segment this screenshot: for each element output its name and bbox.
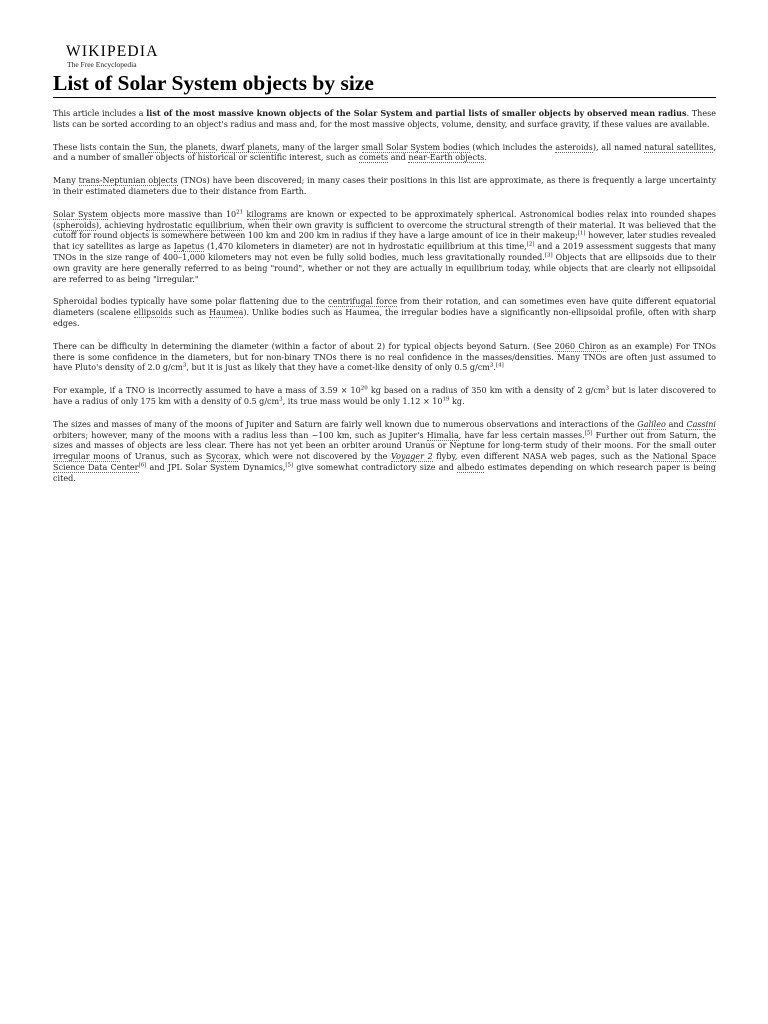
text: For example, if a TNO is incorrectly assumed to have a mass of 3.59 × 10 [53,386,361,396]
text: There can be difficulty in determining the diameter (within a factor of about 2) for typical objects beyond Saturn. (See [53,341,555,351]
text: Objects that are ellipsoids due to their own gravity are here generally referred to as being "round", whether or not they are actually in equilibrium today, while objects that are clearly not ellipsoidal are referred to as being "irregular." [53,252,716,284]
link-near-earth-objects[interactable]: near-Earth objects [408,153,485,163]
paragraph-roundness [53,210,716,286]
text: . [484,153,487,163]
link-galileo[interactable]: Galileo [637,419,666,429]
link-small-solar-system-bodies[interactable]: small Solar System bodies [361,142,470,152]
text: . [493,363,496,373]
text: orbiters; however, many of the moons with a radius less than ~100 km, such as Jupiter's [53,430,427,440]
text: These lists contain the [53,142,149,152]
text: give somewhat contradictory size and [293,462,458,472]
wikipedia-logo[interactable] [66,44,716,69]
reference-1[interactable]: [1] [577,230,586,237]
text: , and a number of smaller objects of historical or scientific interest, such as [53,142,716,163]
superscript: 21 [236,209,244,216]
link-cassini[interactable]: Cassini [686,419,716,429]
article-body [53,108,716,485]
link-albedo[interactable]: albedo [457,462,485,472]
text: Many [53,176,79,186]
link-centrifugal-force[interactable]: centrifugal force [328,297,398,307]
paragraph-spheroidal [53,297,716,329]
link-natural-satellites[interactable]: natural satellites [644,142,714,152]
bold-text: list of the most massive known objects of the Solar System and partial lists of smaller objects by observed mean radius [146,108,687,118]
text: Spheroidal bodies typically have some polar flattening due to the [53,297,329,307]
superscript: 3 [489,362,494,369]
text: , many of the larger [277,142,362,152]
text: ). Unlike bodies such as Haumea, the irregular bodies have a significantly non-ellipsoidal profile, often with sharp edges. [53,308,716,328]
reference-6[interactable]: [6] [138,462,147,469]
paragraph-moons [53,420,716,485]
text: , have far less certain masses. [458,430,585,440]
link-dwarf-planets[interactable]: dwarf planets [220,142,278,152]
text: and a 2019 assessment suggests that many TNOs in the size range of 400–1,000 kilometers may not even be fully solid bodies, much less gravitationally rounded. [53,242,716,262]
text: are known or expected to be approximately spherical. Astronomical bodies relax into rounded shapes ( [53,209,717,230]
link-planets[interactable]: planets [185,142,216,152]
text: and [388,153,409,163]
link-sycorax[interactable]: Sycorax [205,452,239,462]
reference-5[interactable]: [5] [285,462,294,469]
text: (TNOs) have been discovered; in many cases their positions in this list are approximate, as there is frequently a large uncertainty in their estimated diameters due to their distance from Earth. [53,176,716,196]
text: ), achieving [95,220,147,230]
text: kg. [449,396,465,406]
superscript: 3 [605,385,610,392]
text: ), all named [592,142,645,152]
text: , the [164,142,186,152]
link-kilograms[interactable]: kilograms [246,209,287,219]
text: , when their own gravity is sufficient to overcome the structural strength of their material. It was believed that the cutoff for round objects is somewhere between 100 km and 200 km in radius if they have a large amount of ice in their makeup; [53,220,716,241]
paragraph-diameter [53,342,716,374]
text: Further out from Saturn, the sizes and masses of objects are less clear. There has not yet been an orbiter around Uranus or Neptune for long-term study of their moons. For the small outer [53,430,716,451]
text: such as [172,308,210,318]
superscript: 3 [279,396,283,403]
paragraph-tnos [53,176,716,198]
logo-tagline: The Free Encyclopedia [67,60,137,69]
superscript: 19 [442,396,450,403]
paragraph-example [53,386,716,408]
page [53,44,716,497]
text: (1,470 kilometers in diameter) are not in hydrostatic equilibrium at this time, [204,242,527,252]
text: estimates depending on which research paper is being cited. [53,462,716,483]
link-solar-system[interactable]: Solar System [53,209,108,219]
text: flyby, even different NASA web pages, such as the [432,452,653,462]
text: of Uranus, such as [119,452,206,462]
link-haumea[interactable]: Haumea [209,308,244,318]
text: and [665,419,687,429]
text [243,210,246,219]
link-spheroids[interactable]: spheroids [56,220,96,230]
reference-4[interactable]: [4] [495,362,504,369]
link-iapetus[interactable]: Iapetus [173,242,205,252]
text: however, later studies revealed that icy satellites as large as [53,231,716,252]
text: , but it is just as likely that they have a comet-like density of only 0.5 g/cm [186,363,490,373]
paragraph-contents [53,143,716,165]
link-himalia[interactable]: Himalia [426,430,459,440]
text: and JPL Solar System Dynamics, [146,462,286,472]
text: , which were not discovered by the [238,452,391,462]
superscript: 20 [360,385,368,392]
text: from their rotation, and can sometimes even have quite different equatorial diameters (scalene [53,297,716,318]
superscript: 3 [182,362,187,369]
link-ellipsoids[interactable]: ellipsoids [133,308,173,318]
text: as an example) For TNOs there is some confidence in the diameters, but for non-binary TNOs there is no real confidence in the masses/densities. Many TNOs are often just assumed to have Pluto's density of 2.0 g/cm [53,341,716,373]
link-asteroids[interactable]: asteroids [555,142,593,152]
reference-2[interactable]: [2] [526,241,535,248]
text: The sizes and masses of many of the moons of Jupiter and Saturn are fairly well known due to numerous observations and interactions of the [53,419,638,429]
text: kg based on a radius of 350 km with a density of 2 g/cm [367,386,606,396]
text: . These lists can be sorted according to an object's radius and mass and, for the most massive objects, volume, density, and surface gravity, if these values are available. [53,109,717,129]
text: (which includes the [469,142,556,152]
page-title: List of Solar System objects by size [53,71,716,98]
link-hydrostatic-equilibrium[interactable]: hydrostatic equilibrium [146,220,243,230]
logo-wordmark: WIKIPEDIA [66,43,159,60]
link-irregular-moons[interactable]: irregular moons [53,452,120,462]
link-voyager-2[interactable]: Voyager 2 [391,452,433,462]
text: , [215,142,221,152]
reference-3[interactable]: [3] [544,252,553,259]
link-trans-neptunian-objects[interactable]: trans-Neptunian objects [78,176,178,186]
text: This article includes a [53,109,147,118]
paragraph-intro [53,108,716,131]
link-comets[interactable]: comets [359,153,389,163]
text: objects more massive than 10 [107,209,237,219]
link-sun[interactable]: Sun [148,142,165,152]
text: , its true mass would be only 1.12 × 10 [282,396,443,406]
link-2060-chiron[interactable]: 2060 Chiron [554,341,607,351]
text: but is later discovered to have a radius of only 175 km with a density of 0.5 g/cm [53,386,716,406]
link-nssdc[interactable]: National Space Science Data Center [53,452,716,472]
reference-5[interactable]: [5] [584,430,593,437]
